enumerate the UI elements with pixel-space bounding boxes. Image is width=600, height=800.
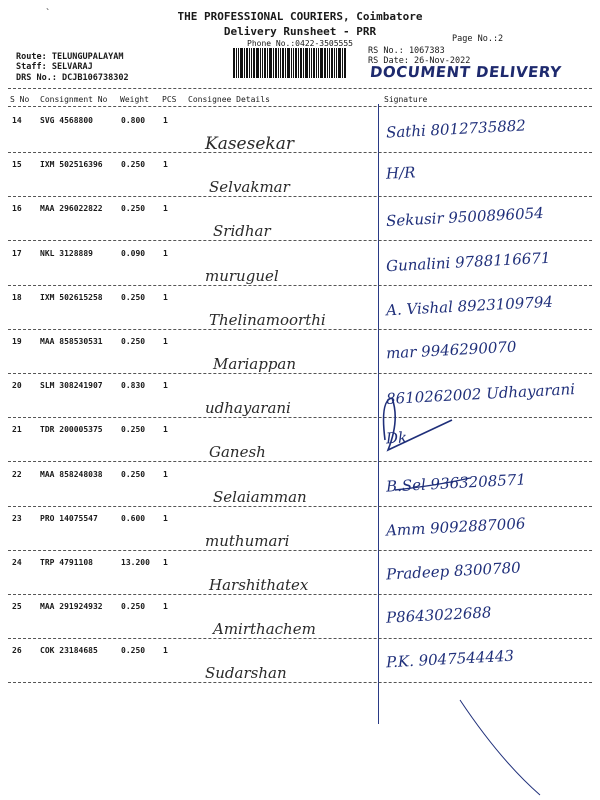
row-consignee: Sudarshan [205,664,287,682]
row-sno: 16 [12,204,22,213]
row-sno: 19 [12,337,22,346]
row-pcs: 1 [163,293,168,302]
row-sno: 25 [12,602,22,611]
row-sno: 24 [12,558,22,567]
row-weight: 0.250 [121,337,146,346]
row-sno: 15 [12,160,22,169]
row-weight: 0.250 [121,646,146,655]
col-sno: S No [10,95,30,104]
row-consignee: Harshithatex [209,576,309,594]
row-pcs: 1 [163,116,168,125]
row-consignee: Selaiamman [213,488,307,506]
col-consignment: Consignment No [40,95,108,104]
row-consignee: udhayarani [205,399,291,417]
row-pcs: 1 [163,337,168,346]
row-signature: 8610262002 Udhayarani [385,380,576,408]
row-sno: 21 [12,425,22,434]
col-signature: Signature [384,95,428,104]
row-weight: 0.250 [121,160,146,169]
ink-stroke [460,700,540,795]
row-consignee: Kasesekar [205,134,294,154]
row-sno: 26 [12,646,22,655]
col-pcs: PCS [162,95,177,104]
rs-number: RS No.: 1067383 [368,46,445,56]
row-weight: 0.250 [121,293,146,302]
document-delivery-stamp: DOCUMENT DELIVERY [369,63,563,81]
row-consignee: Thelinamoorthi [209,311,326,329]
sheet-title: Delivery Runsheet - PRR [223,25,377,38]
row-consignment-no: PRO 14075547 [40,514,98,523]
row-sno: 14 [12,116,22,125]
row-pcs: 1 [163,602,168,611]
row-consignee: Mariappan [213,355,297,373]
route: Route: TELUNGUPALAYAM [16,52,124,62]
row-weight: 0.800 [121,116,146,125]
row-consignment-no: IXM 502516396 [40,160,103,169]
row-weight: 0.250 [121,470,146,479]
row-sno: 22 [12,470,22,479]
company-title: THE PROFESSIONAL COURIERS, Coimbatore [177,10,423,23]
row-pcs: 1 [163,160,168,169]
row-pcs: 1 [163,470,168,479]
row-consignee: Sridhar [213,222,271,240]
ink-stroke [395,478,470,490]
row-consignee: muruguel [205,267,279,285]
row-weight: 13.200 [121,558,150,567]
rs-date: RS Date: 26-Nov-2022 [368,56,471,66]
corner-mark: ` [45,8,52,19]
col-weight: Weight [120,95,149,104]
row-consignment-no: MAA 858248038 [40,470,103,479]
row-consignment-no: TRP 4791108 [40,558,93,567]
row-pcs: 1 [163,204,168,213]
row-signature: Sathi 8012735882 [385,116,527,142]
row-signature: Pradeep 8300780 [385,558,522,584]
row-consignee: Ganesh [209,443,266,461]
row-signature: A. Vishal 8923109794 [385,292,554,320]
row-sno: 17 [12,249,22,258]
row-signature: H/R [385,163,416,183]
row-sno: 20 [12,381,22,390]
row-weight: 0.250 [121,602,146,611]
row-signature: Sekusir 9500896054 [385,203,545,231]
row-pcs: 1 [163,514,168,523]
row-consignment-no: IXM 502615258 [40,293,103,302]
row-pcs: 1 [163,558,168,567]
staff: Staff: SELVARAJ [16,62,93,72]
row-signature: P.K. 9047544443 [385,646,515,672]
row-consignment-no: SVG 4568800 [40,116,93,125]
row-consignment-no: TDR 200005375 [40,425,103,434]
phone-number: Phone No.:0422-3505555 [247,39,353,48]
row-consignment-no: MAA 291924932 [40,602,103,611]
row-pcs: 1 [163,425,168,434]
col-consignee: Consignee Details [188,95,270,104]
page-number: Page No.:2 [452,34,504,44]
row-consignment-no: MAA 296022822 [40,204,103,213]
row-pcs: 1 [163,646,168,655]
row-consignee: muthumari [205,532,290,550]
row-signature: Amm 9092887006 [385,514,526,540]
row-signature: mar 9946290070 [385,337,517,363]
row-consignee: Selvakmar [209,178,290,196]
row-pcs: 1 [163,381,168,390]
row-weight: 0.830 [121,381,146,390]
drs-number: DRS No.: DCJB106738302 [16,73,129,83]
row-pcs: 1 [163,249,168,258]
row-sno: 23 [12,514,22,523]
row-weight: 0.090 [121,249,146,258]
row-consignment-no: MAA 858530531 [40,337,103,346]
row-consignee: Amirthachem [213,620,316,638]
row-weight: 0.250 [121,204,146,213]
row-sno: 18 [12,293,22,302]
row-signature: Gunalini 9788116671 [385,248,551,276]
row-weight: 0.250 [121,425,146,434]
row-consignment-no: COK 23184685 [40,646,98,655]
row-weight: 0.600 [121,514,146,523]
row-signature: P8643022688 [385,603,492,627]
ink-stroke [384,398,452,450]
row-signature: Dk [385,428,408,448]
row-consignment-no: SLM 308241907 [40,381,103,390]
row-signature: B.Sel 9363208571 [385,470,527,496]
row-consignment-no: NKL 3128889 [40,249,93,258]
